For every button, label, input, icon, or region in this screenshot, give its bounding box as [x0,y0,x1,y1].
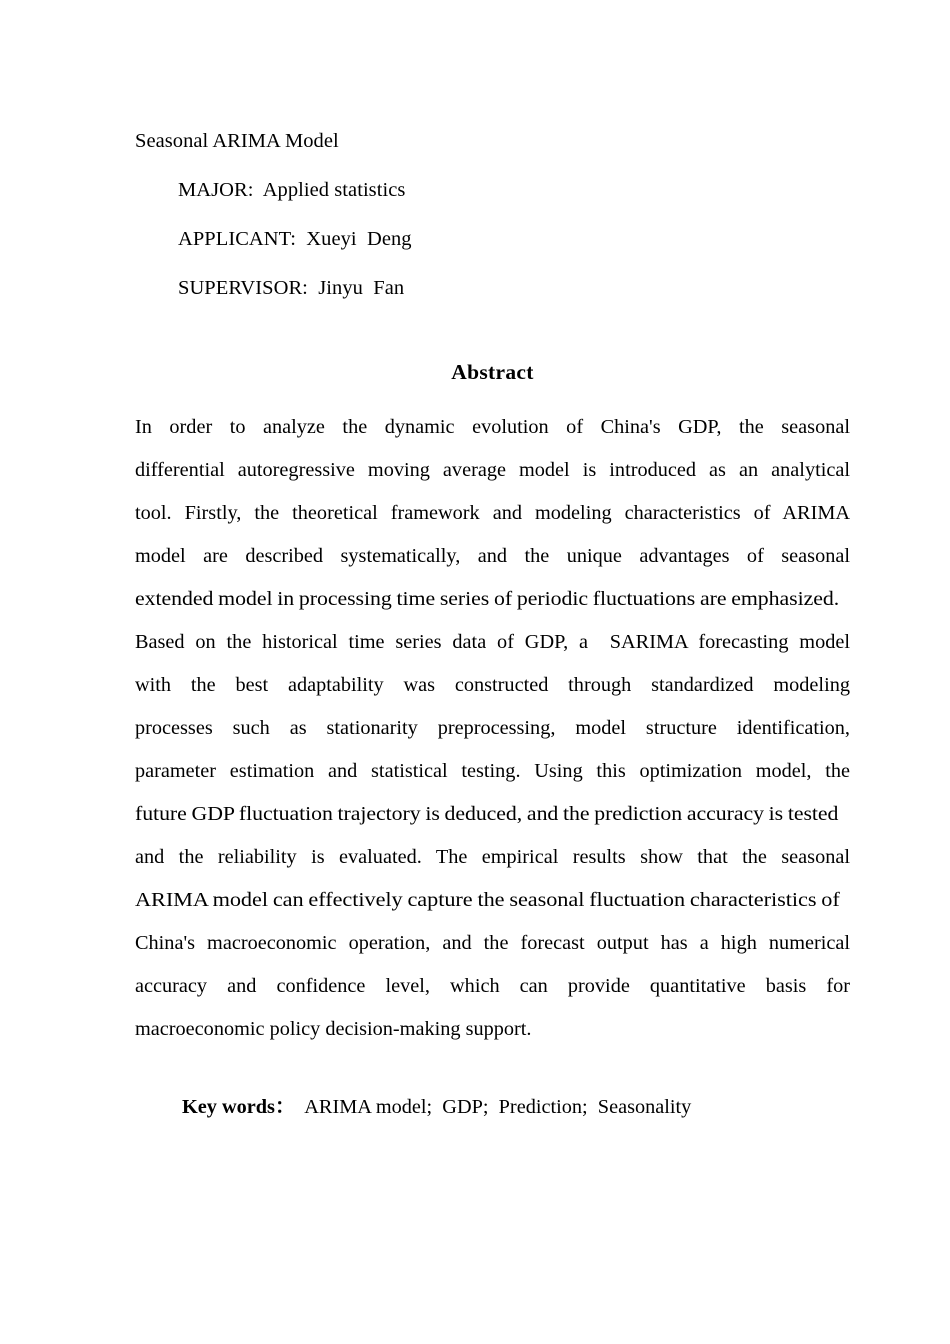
abstract-body [135,406,850,1051]
keywords-label: Key words [182,1096,275,1118]
keywords-line [135,1092,897,1122]
abstract-line: future GDP fluctuation trajectory is deduced, and the prediction accuracy is tested [135,803,839,825]
abstract-heading: Abstract [451,360,534,384]
abstract-line: extended model in processing time series of periodic fluctuations are emphasized. [135,588,840,610]
abstract-line: and the reliability is evaluated. The empirical results show that the seasonal [135,846,850,868]
abstract-line: China's macroeconomic operation, and the forecast output has a high numerical [135,932,850,954]
abstract-line: differential autoregressive moving average model is introduced as an analytical [135,459,850,481]
meta-supervisor: SUPERVISOR: Jinyu Fan [178,277,405,299]
abstract-line: with the best adaptability was constructed through standardized modeling [135,674,850,696]
abstract-line: Based on the historical time series data of GDP, a SARIMA forecasting model [135,631,850,653]
abstract-line: accuracy and confidence level, which can provide quantitative basis for [135,975,850,997]
abstract-line: tool. Firstly, the theoretical framework and modeling characteristics of ARIMA [135,502,850,524]
abstract-line: parameter estimation and statistical testing. Using this optimization model, the [135,760,850,782]
keywords-spacer [295,1096,304,1118]
abstract-line: In order to analyze the dynamic evolution of China's GDP, the seasonal [135,416,850,438]
keywords-separator: ： [274,1096,296,1118]
abstract-line: processes such as stationarity preprocessing, model structure identification, [135,717,850,739]
document-title-line: Seasonal ARIMA Model [135,130,339,152]
document-header [135,117,850,313]
abstract-line: model are described systematically, and the unique advantages of seasonal [135,545,850,567]
abstract-line: macroeconomic policy decision-making support. [135,1018,532,1040]
meta-applicant: APPLICANT: Xueyi Deng [178,228,412,250]
abstract-line: ARIMA model can effectively capture the seasonal fluctuation characteristics of [135,889,840,911]
keywords-terms: ARIMA model; GDP; Prediction; Seasonality [304,1096,692,1118]
meta-major: MAJOR: Applied statistics [178,179,406,201]
